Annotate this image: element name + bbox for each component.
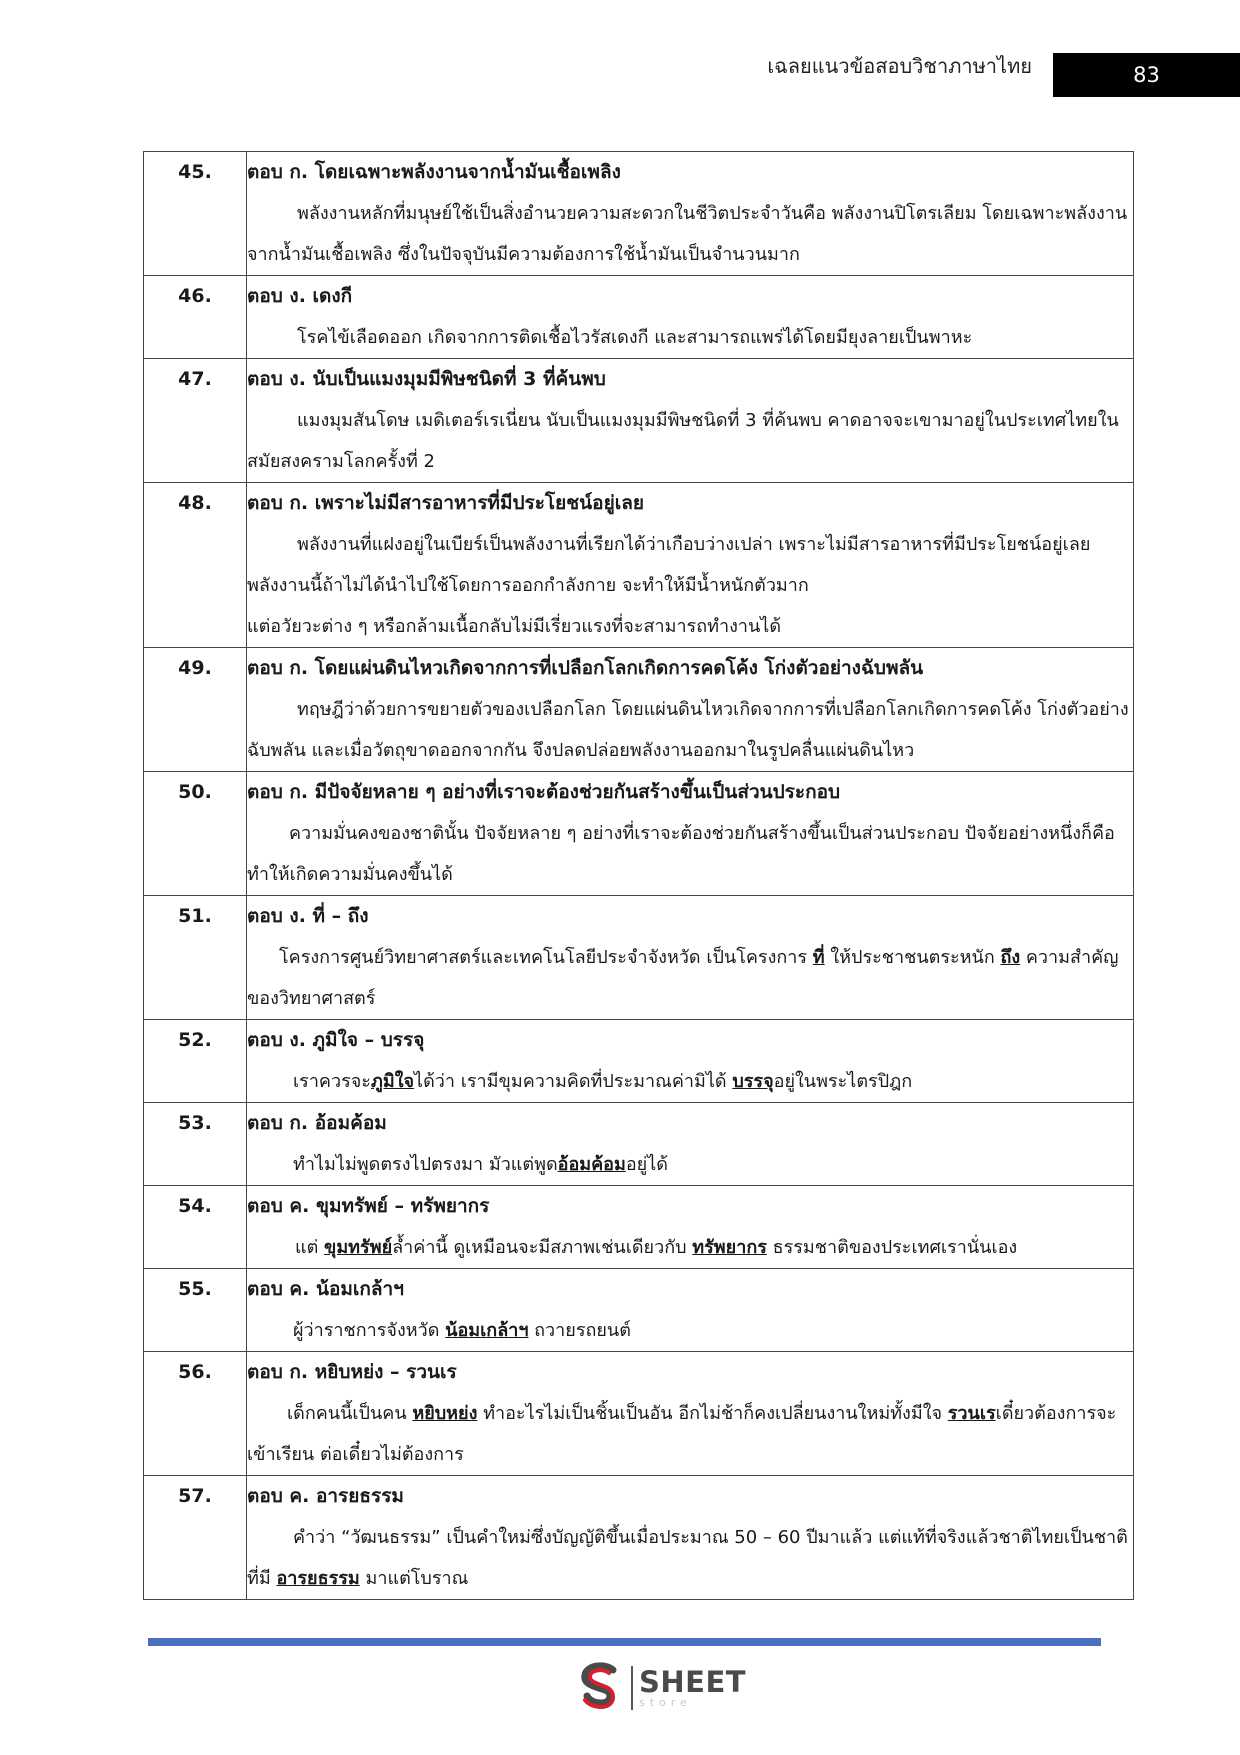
- table-row: [144, 772, 1134, 896]
- question-number: 53.: [144, 1103, 247, 1186]
- question-number: 50.: [144, 772, 247, 896]
- underlined-keyword: บรรจุ: [732, 1071, 774, 1092]
- explanation-text: ทฤษฎีว่าด้วยการขยายตัวของเปลือกโลก โดยแผ่นดินไหวเกิดจากการที่เปลือกโลกเกิดการคดโค้ง โก่งตัวอย่างฉับพลัน และเมื่อวัตถุขาดออกจากกัน จึงปลดปล่อยพลังงานออกมาในรูปคลื่นแผ่นดินไหว: [247, 699, 1129, 761]
- answer-explanation: [247, 937, 1133, 1019]
- answer-choice: ตอบ ก. อ้อมค้อม: [247, 1112, 387, 1134]
- explanation-text: เดี๋ยวต้องการจะเข้าเรียน ต่อเดี๋ยวไม่ต้องการ: [247, 1403, 1117, 1465]
- question-number: 45.: [144, 152, 247, 276]
- underlined-keyword: หยิบหย่ง: [412, 1403, 478, 1424]
- answer-choice: ตอบ ง. นับเป็นแมงมุมมีพิษชนิดที่ 3 ที่ค้นพบ: [247, 368, 606, 390]
- answer-cell: [247, 276, 1134, 359]
- answer-cell: [247, 1269, 1134, 1352]
- answer-explanation: [247, 1144, 1133, 1185]
- explanation-text: แต่อวัยวะต่าง ๆ หรือกล้ามเนื้อกลับไม่มีเรี่ยวแรงที่จะสามารถทำงานได้: [247, 616, 782, 637]
- answer-explanation: [247, 1227, 1133, 1268]
- question-number: 55.: [144, 1269, 247, 1352]
- question-number: 54.: [144, 1186, 247, 1269]
- explanation-text: ทำอะไรไม่เป็นชิ้นเป็นอัน อีกไม่ช้าก็คงเปลี่ยนงานใหม่ทั้งมีใจ: [477, 1403, 948, 1424]
- explanation-text: โครงการศูนย์วิทยาศาสตร์และเทคโนโลยีประจำจังหวัด เป็นโครงการ: [279, 947, 813, 968]
- table-row: [144, 1103, 1134, 1186]
- table-row: [144, 483, 1134, 648]
- explanation-text: อยู่ในพระไตรปิฎก: [773, 1071, 913, 1092]
- page-number: 83: [1133, 63, 1160, 87]
- underlined-keyword: ถึง: [1000, 947, 1021, 968]
- explanation-text: ล้ำค่านี้ ดูเหมือนจะมีสภาพเช่นเดียวกับ: [392, 1237, 693, 1258]
- underlined-keyword: ทรัพยากร: [692, 1237, 767, 1258]
- answer-cell: [247, 483, 1134, 648]
- answer-explanation: [247, 1517, 1133, 1599]
- answer-explanation: [247, 1310, 1133, 1351]
- answer-choice: ตอบ ง. เดงกี: [247, 285, 353, 307]
- table-row: [144, 152, 1134, 276]
- explanation-text: ให้ประชาชนตระหนัก: [824, 947, 1001, 968]
- underlined-keyword: ขุมทรัพย์: [324, 1237, 393, 1258]
- sheet-store-logo: [575, 1661, 746, 1715]
- table-row: [144, 1020, 1134, 1103]
- answer-explanation: [247, 524, 1133, 647]
- question-number: 46.: [144, 276, 247, 359]
- answer-choice: ตอบ ค. อารยธรรม: [247, 1485, 404, 1507]
- question-number: 48.: [144, 483, 247, 648]
- table-row: [144, 1352, 1134, 1476]
- answer-cell: [247, 359, 1134, 483]
- answer-cell: [247, 772, 1134, 896]
- explanation-text: เด็กคนนี้เป็นคน: [287, 1403, 413, 1424]
- answer-choice: ตอบ ค. น้อมเกล้าฯ: [247, 1278, 404, 1300]
- answer-choice: ตอบ ก. มีปัจจัยหลาย ๆ อย่างที่เราจะต้องช่วยกันสร้างขึ้นเป็นส่วนประกอบ: [247, 781, 841, 803]
- explanation-text: ได้ว่า เรามีขุมความคิดที่ประมาณค่ามิได้: [414, 1071, 733, 1092]
- explanation-text: พลังงานหลักที่มนุษย์ใช้เป็นสิ่งอำนวยความสะดวกในชีวิตประจำวันคือ พลังงานปิโตรเลียม โดยเฉพาะพลังงานจากน้ำมันเชื้อเพลิง ซึ่งในปัจจุบันมีความต้องการใช้น้ำมันเป็นจำนวนมาก: [247, 203, 1128, 265]
- answer-cell: [247, 152, 1134, 276]
- logo-divider: [631, 1666, 633, 1710]
- footer-bar: [148, 1638, 1101, 1646]
- explanation-text: ทำไมไม่พูดตรงไปตรงมา มัวแต่พูด: [293, 1154, 558, 1175]
- underlined-keyword: ภูมิใจ: [370, 1071, 415, 1092]
- logo-subtitle: store: [639, 1696, 692, 1709]
- question-number: 47.: [144, 359, 247, 483]
- explanation-text: ธรรมชาติของประเทศเรานั่นเอง: [766, 1237, 1018, 1258]
- explanation-text: อยู่ได้: [625, 1154, 668, 1175]
- answer-explanation: [247, 1061, 1133, 1102]
- explanation-text: มาแต่โบราณ: [359, 1568, 469, 1589]
- answer-cell: [247, 1186, 1134, 1269]
- answer-explanation: [247, 689, 1133, 771]
- underlined-keyword: อ้อมค้อม: [557, 1154, 626, 1175]
- question-number: 56.: [144, 1352, 247, 1476]
- answer-choice: ตอบ ก. หยิบหย่ง – รวนเร: [247, 1361, 457, 1383]
- page-title: เฉลยแนวข้อสอบวิชาภาษาไทย: [767, 54, 1032, 78]
- explanation-text: ผู้ว่าราชการจังหวัด: [293, 1320, 446, 1341]
- explanation-text: แต่: [295, 1237, 325, 1258]
- explanation-text: คำว่า “วัฒนธรรม” เป็นคำใหม่ซึ่งบัญญัติขึ้นเมื่อประมาณ 50 – 60 ปีมาแล้ว แต่แท้ที่จริงแล้วชาติไทยเป็นชาติที่มี: [247, 1527, 1128, 1589]
- explanation-text: โรคไข้เลือดออก เกิดจากการติดเชื้อไวรัสเดงกี และสามารถแพร่ได้โดยมียุงลายเป็นพาหะ: [297, 327, 973, 348]
- answer-choice: ตอบ ก. เพราะไม่มีสารอาหารที่มีประโยชน์อยู่เลย: [247, 492, 644, 514]
- answer-explanation: [247, 400, 1133, 482]
- answer-cell: [247, 648, 1134, 772]
- answer-explanation: [247, 813, 1133, 895]
- answer-choice: ตอบ ง. ที่ – ถึง: [247, 905, 369, 927]
- answer-cell: [247, 896, 1134, 1020]
- answer-explanation: [247, 193, 1133, 275]
- underlined-keyword: อารยธรรม: [276, 1568, 360, 1589]
- explanation-text: เราควรจะ: [293, 1071, 371, 1092]
- explanation-text: ความสำคัญของวิทยาศาสตร์: [247, 947, 1119, 1009]
- answer-cell: [247, 1020, 1134, 1103]
- answer-cell: [247, 1352, 1134, 1476]
- answer-cell: [247, 1476, 1134, 1600]
- explanation-text: ถวายรถยนต์: [528, 1320, 631, 1341]
- answer-cell: [247, 1103, 1134, 1186]
- sheet-logo-icon: [575, 1661, 627, 1715]
- underlined-keyword: รวนเร: [947, 1403, 996, 1424]
- question-number: 49.: [144, 648, 247, 772]
- explanation-text: แมงมุมสันโดษ เมดิเตอร์เรเนี่ยน นับเป็นแมงมุมมีพิษชนิดที่ 3 ที่ค้นพบ คาดอาจจะเขามาอยู่ในประเทศไทยในสมัยสงครามโลกครั้งที่ 2: [247, 410, 1119, 472]
- table-row: [144, 896, 1134, 1020]
- table-row: [144, 1269, 1134, 1352]
- table-row: [144, 1476, 1134, 1600]
- answer-choice: ตอบ ก. โดยแผ่นดินไหวเกิดจากการที่เปลือกโลกเกิดการคดโค้ง โก่งตัวอย่างฉับพลัน: [247, 657, 924, 679]
- table-row: [144, 648, 1134, 772]
- answer-choice: ตอบ ก. โดยเฉพาะพลังงานจากน้ำมันเชื้อเพลิง: [247, 161, 621, 183]
- table-row: [144, 359, 1134, 483]
- table-row: [144, 276, 1134, 359]
- underlined-keyword: ที่: [812, 947, 825, 968]
- question-number: 52.: [144, 1020, 247, 1103]
- answer-choice: ตอบ ค. ขุมทรัพย์ – ทรัพยากร: [247, 1195, 490, 1217]
- logo-name: SHEET: [639, 1665, 747, 1699]
- answer-table: [143, 151, 1134, 1600]
- table-row: [144, 1186, 1134, 1269]
- explanation-text: พลังงานที่แฝงอยู่ในเบียร์เป็นพลังงานที่เรียกได้ว่าเกือบว่างเปล่า เพราะไม่มีสารอาหารที่มีประโยชน์อยู่เลย พลังงานนี้ถ้าไม่ได้นำไปใช้โดยการออกกำลังกาย จะทำให้มีน้ำหนักตัวมาก: [247, 534, 1091, 596]
- answer-explanation: [247, 1393, 1133, 1475]
- answer-explanation: [247, 317, 1133, 358]
- explanation-text: ความมั่นคงของชาตินั้น ปัจจัยหลาย ๆ อย่างที่เราจะต้องช่วยกันสร้างขึ้นเป็นส่วนประกอบ ปัจจัยอย่างหนึ่งก็คือ ทำให้เกิดความมั่นคงขึ้นได้: [247, 823, 1115, 885]
- underlined-keyword: น้อมเกล้าฯ: [445, 1320, 529, 1341]
- question-number: 57.: [144, 1476, 247, 1600]
- answer-choice: ตอบ ง. ภูมิใจ – บรรจุ: [247, 1029, 425, 1051]
- question-number: 51.: [144, 896, 247, 1020]
- page-number-badge: [1053, 53, 1240, 97]
